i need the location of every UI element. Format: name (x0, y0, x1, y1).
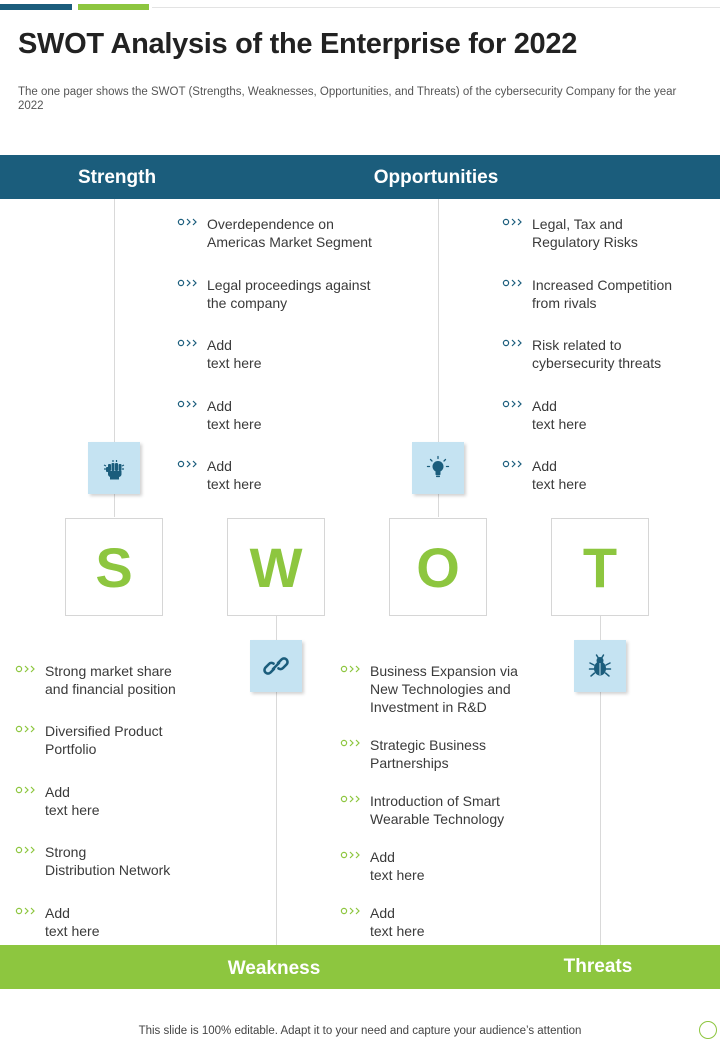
chevron-bullet-icon (177, 458, 203, 470)
letter-s: S (95, 535, 133, 599)
list-item-text: Strong market share and financial position (45, 663, 176, 697)
chevron-bullet-icon (15, 844, 41, 856)
chevron-bullet-icon (340, 737, 366, 749)
chevron-bullet-icon (340, 663, 366, 675)
page-subtitle: The one pager shows the SWOT (Strengths, Weaknesses, Opportunities, and Threats) of the cybersecurity Company for the year 2022 (18, 86, 677, 112)
chevron-bullet-icon (340, 849, 366, 861)
top-divider (152, 7, 720, 8)
strength-icon-box (88, 442, 140, 494)
letter-box-s (65, 518, 163, 616)
list-item-text: Add text here (45, 784, 100, 818)
letter-o: O (416, 535, 460, 599)
list-item-text: Add text here (370, 905, 425, 939)
list-item-text: Add text here (207, 458, 262, 492)
list-item-text: Add text here (45, 905, 100, 939)
weakness-icon-box (250, 640, 302, 692)
threats-icon-box (574, 640, 626, 692)
letter-box-o (389, 518, 487, 616)
list-item-text: Legal, Tax and Regulatory Risks (532, 216, 638, 250)
list-item-text: Add text here (370, 849, 425, 883)
chevron-bullet-icon (15, 723, 41, 735)
footer-note: This slide is 100% editable. Adapt it to your need and capture your audience’s attention (138, 1025, 582, 1037)
top-header-band (0, 155, 720, 199)
chevron-bullet-icon (502, 458, 528, 470)
list-item-text: Add text here (532, 398, 587, 432)
chevron-bullet-icon (502, 337, 528, 349)
chevron-bullet-icon (340, 793, 366, 805)
top-accent-bar-dark (0, 4, 72, 10)
page-title: SWOT Analysis of the Enterprise for 2022 (18, 28, 578, 60)
broken-link-icon (262, 652, 290, 680)
list-item-text: Overdependence on Americas Market Segment (207, 216, 372, 250)
chevron-bullet-icon (502, 398, 528, 410)
letter-w: W (249, 535, 303, 599)
letter-t: T (582, 535, 618, 599)
list-item-text: Diversified Product Portfolio (45, 723, 163, 757)
footer-circle-icon (699, 1021, 717, 1039)
bottom-header-band (0, 945, 720, 989)
list-item-text: Strategic Business Partnerships (370, 737, 486, 771)
list-item-text: Legal proceedings against the company (207, 277, 371, 311)
list-item-text: Strong Distribution Network (45, 844, 171, 878)
list-item-text: Add text here (207, 398, 262, 432)
list-item-text: Increased Competition from rivals (532, 277, 673, 311)
chevron-bullet-icon (177, 277, 203, 289)
threats-header: Threats (563, 956, 633, 977)
list-item-text: Business Expansion via New Technologies and Investment in R&D (370, 663, 518, 715)
list-item-text: Add text here (532, 458, 587, 492)
lightbulb-icon (424, 454, 452, 482)
chevron-bullet-icon (502, 277, 528, 289)
weakness-header: Weakness (227, 958, 321, 979)
list-item-text: Risk related to cybersecurity threats (532, 337, 662, 371)
chevron-bullet-icon (15, 663, 41, 675)
list-item-text: Add text here (207, 337, 262, 371)
chevron-bullet-icon (15, 784, 41, 796)
chevron-bullet-icon (15, 905, 41, 917)
chevron-bullet-icon (502, 216, 528, 228)
list-item-text: Introduction of Smart Wearable Technology (370, 793, 505, 827)
chevron-bullet-icon (177, 216, 203, 228)
chevron-bullet-icon (177, 398, 203, 410)
chevron-bullet-icon (340, 905, 366, 917)
strength-header: Strength (77, 167, 157, 188)
chevron-bullet-icon (177, 337, 203, 349)
bug-icon (586, 652, 614, 680)
letter-box-t (551, 518, 649, 616)
top-accent-bar-green (78, 4, 149, 10)
opportunities-icon-box (412, 442, 464, 494)
opportunities-header: Opportunities (373, 167, 499, 188)
fist-icon (100, 454, 128, 482)
letter-box-w (227, 518, 325, 616)
